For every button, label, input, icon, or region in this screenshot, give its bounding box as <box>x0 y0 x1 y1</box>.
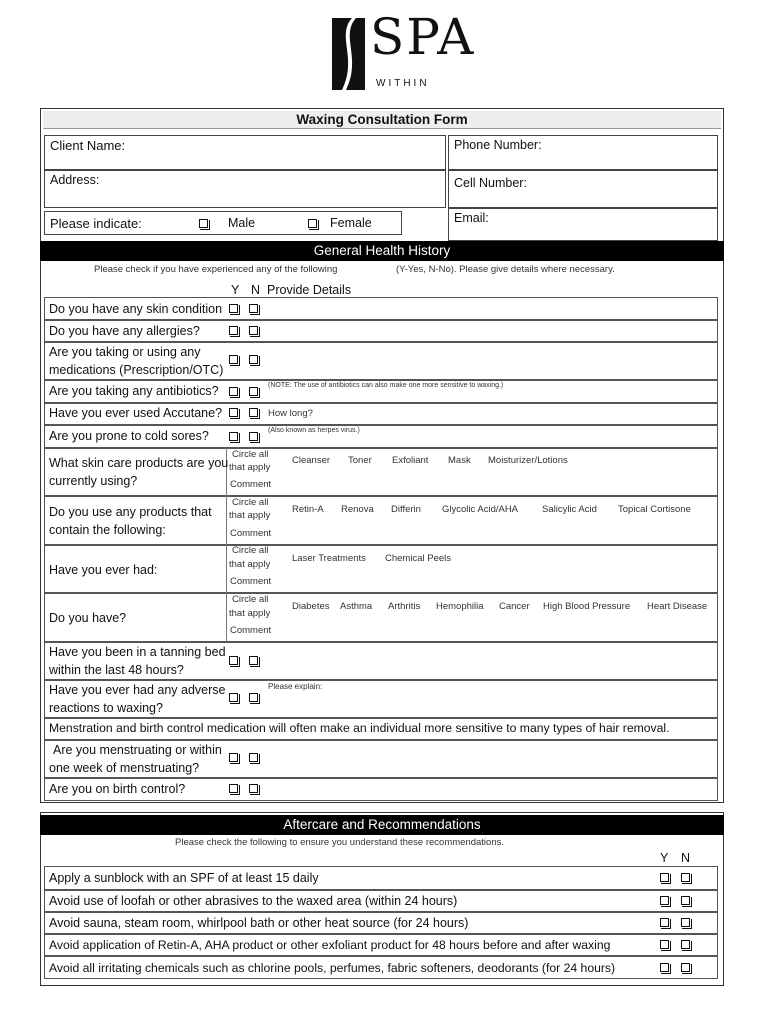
female-label: Female <box>330 216 372 230</box>
allergies-no-checkbox[interactable] <box>249 326 258 335</box>
question-products-line2: currently using? <box>49 474 138 488</box>
condition-option[interactable]: Diabetes <box>292 601 330 612</box>
aftercare-no-checkbox[interactable] <box>681 963 690 972</box>
male-label: Male <box>228 216 256 230</box>
aftercare-yes-checkbox[interactable] <box>660 963 669 972</box>
aftercare-no-checkbox[interactable] <box>681 940 690 949</box>
accutane-how-long: How long? <box>268 408 313 419</box>
aftercare-item: Avoid sauna, steam room, whirlpool bath or other heat source (for 24 hours) <box>49 916 469 930</box>
question-menstruating-line1: Are you menstruating or within <box>53 743 222 757</box>
accutane-no-checkbox[interactable] <box>249 408 258 417</box>
allergies-yes-checkbox[interactable] <box>229 326 238 335</box>
ingredient-option[interactable]: Topical Cortisone <box>618 504 691 515</box>
circle-all-label: Circle all <box>232 497 269 508</box>
question-adverse-line1: Have you ever had any adverse <box>49 683 226 697</box>
question-antibiotics: Are you taking any antibiotics? <box>49 384 219 398</box>
comment-label: Comment <box>230 576 272 587</box>
health-instruction: Please check if you have experienced any of the following <box>94 264 338 275</box>
product-option[interactable]: Cleanser <box>292 455 331 466</box>
aftercare-header: Aftercare and Recommendations <box>40 815 724 835</box>
medications-no-checkbox[interactable] <box>249 355 258 364</box>
aftercare-yes-checkbox[interactable] <box>660 896 669 905</box>
table-row <box>44 496 718 545</box>
cell-divider <box>226 496 227 545</box>
female-checkbox[interactable] <box>308 219 317 228</box>
question-menstruating-line2: one week of menstruating? <box>49 761 200 775</box>
cell-divider <box>226 545 227 593</box>
circle-all-label: that apply <box>229 559 271 570</box>
logo-brand: SPA <box>370 8 476 66</box>
skin-condition-no-checkbox[interactable] <box>249 304 258 313</box>
col-details-label: Provide Details <box>267 283 352 297</box>
aftercare-item: Avoid application of Retin-A, AHA product or other exfoliant product for 48 hours before and after waxing <box>49 938 611 952</box>
condition-option[interactable]: Heart Disease <box>647 601 708 612</box>
cell-label: Cell Number: <box>454 176 527 190</box>
condition-option[interactable]: Cancer <box>499 601 530 612</box>
ingredient-option[interactable]: Retin-A <box>292 504 324 515</box>
circle-all-label: Circle all <box>232 545 269 556</box>
skin-condition-yes-checkbox[interactable] <box>229 304 238 313</box>
question-cold-sores: Are you prone to cold sores? <box>49 429 209 443</box>
menstruation-notice: Menstration and birth control medication will often make an individual more sensitive to many types of hair removal. <box>49 721 670 735</box>
question-tanning-line1: Have you been in a tanning bed <box>49 645 226 659</box>
question-ever-had: Have you ever had: <box>49 563 158 577</box>
condition-option[interactable]: High Blood Pressure <box>543 601 631 612</box>
tanning-no-checkbox[interactable] <box>249 656 258 665</box>
medications-yes-checkbox[interactable] <box>229 355 238 364</box>
circle-all-label: that apply <box>229 510 271 521</box>
cold-sores-no-checkbox[interactable] <box>249 432 258 441</box>
aftercare-col-y: Y <box>660 851 669 865</box>
ingredient-option[interactable]: Renova <box>341 504 374 515</box>
phone-number-field[interactable] <box>448 135 718 170</box>
form-title: Waxing Consultation Form <box>43 111 721 129</box>
accutane-yes-checkbox[interactable] <box>229 408 238 417</box>
phone-label: Phone Number: <box>454 138 542 152</box>
cold-sores-note: (Also known as herpes virus.) <box>268 427 360 434</box>
cell-divider <box>226 593 227 642</box>
aftercare-item: Avoid all irritating chemicals such as chlorine pools, perfumes, fabric softeners, deodorants (for 24 hours) <box>49 961 616 975</box>
condition-option[interactable]: Hemophilia <box>436 601 484 612</box>
male-checkbox[interactable] <box>199 219 208 228</box>
health-history-header: General Health History <box>40 241 724 261</box>
birth-control-yes-checkbox[interactable] <box>229 784 238 793</box>
question-accutane: Have you ever used Accutane? <box>49 406 223 420</box>
product-option[interactable]: Toner <box>348 455 372 466</box>
comment-label: Comment <box>230 479 272 490</box>
aftercare-no-checkbox[interactable] <box>681 896 690 905</box>
health-instruction-yn: (Y-Yes, N-No). Please give details where necessary. <box>396 264 615 275</box>
email-field[interactable] <box>448 208 718 241</box>
aftercare-item: Apply a sunblock with an SPF of at least 15 daily <box>49 871 319 885</box>
client-name-field[interactable] <box>44 135 446 170</box>
comment-label: Comment <box>230 528 272 539</box>
aftercare-instruction: Please check the following to ensure you understand these recommendations. <box>175 837 505 848</box>
circle-all-label: that apply <box>229 608 271 619</box>
antibiotics-no-checkbox[interactable] <box>249 387 258 396</box>
condition-option[interactable]: Arthritis <box>388 601 421 612</box>
question-do-you-have: Do you have? <box>49 611 127 625</box>
spa-logo-mark-icon <box>332 18 365 90</box>
aftercare-yes-checkbox[interactable] <box>660 918 669 927</box>
ingredient-option[interactable]: Salicylic Acid <box>542 504 597 515</box>
menstruating-yes-checkbox[interactable] <box>229 753 238 762</box>
cold-sores-yes-checkbox[interactable] <box>229 432 238 441</box>
aftercare-yes-checkbox[interactable] <box>660 940 669 949</box>
menstruating-no-checkbox[interactable] <box>249 753 258 762</box>
question-skin-condition: Do you have any skin condition <box>49 302 223 316</box>
aftercare-no-checkbox[interactable] <box>681 873 690 882</box>
product-option[interactable]: Moisturizer/Lotions <box>488 455 568 466</box>
col-y-label: Y <box>231 283 240 297</box>
question-tanning-line2: within the last 48 hours? <box>49 663 184 677</box>
adverse-yes-checkbox[interactable] <box>229 693 238 702</box>
aftercare-yes-checkbox[interactable] <box>660 873 669 882</box>
indicate-label: Please indicate: <box>50 216 142 231</box>
question-medications-line1: Are you taking or using any <box>49 345 201 359</box>
birth-control-no-checkbox[interactable] <box>249 784 258 793</box>
question-medications-line2: medications (Prescription/OTC) <box>49 363 224 377</box>
client-name-label: Client Name: <box>50 138 126 153</box>
adverse-explain-label: Please explain: <box>268 682 323 691</box>
condition-option[interactable]: Asthma <box>340 601 373 612</box>
email-label: Email: <box>454 211 489 225</box>
antibiotics-yes-checkbox[interactable] <box>229 387 238 396</box>
aftercare-no-checkbox[interactable] <box>681 918 690 927</box>
treatment-option[interactable]: Laser Treatments <box>292 553 366 564</box>
product-option[interactable]: Mask <box>448 455 471 466</box>
question-contain-line1: Do you use any products that <box>49 505 212 519</box>
address-field[interactable] <box>44 170 446 208</box>
logo-subtitle: WITHIN <box>376 78 430 89</box>
adverse-no-checkbox[interactable] <box>249 693 258 702</box>
ingredient-option[interactable]: Differin <box>391 504 421 515</box>
circle-all-label: Circle all <box>232 449 269 460</box>
treatment-option[interactable]: Chemical Peels <box>385 553 451 564</box>
antibiotics-note: (NOTE: The use of antibiotics can also make one more sensitive to waxing.) <box>268 382 504 389</box>
question-contain-line2: contain the following: <box>49 523 166 537</box>
product-option[interactable]: Exfoliant <box>392 455 429 466</box>
circle-all-label: that apply <box>229 462 271 473</box>
col-n-label: N <box>251 283 261 297</box>
aftercare-col-n: N <box>681 851 691 865</box>
circle-all-label: Circle all <box>232 594 269 605</box>
question-birth-control: Are you on birth control? <box>49 782 186 796</box>
question-adverse-line2: reactions to waxing? <box>49 701 163 715</box>
comment-label: Comment <box>230 625 272 636</box>
question-allergies: Do you have any allergies? <box>49 324 200 338</box>
aftercare-item: Avoid use of loofah or other abrasives to the waxed area (within 24 hours) <box>49 894 458 908</box>
address-label: Address: <box>50 173 100 187</box>
tanning-yes-checkbox[interactable] <box>229 656 238 665</box>
question-products-line1: What skin care products are you <box>49 456 229 470</box>
cell-number-field[interactable] <box>448 170 718 208</box>
ingredient-option[interactable]: Glycolic Acid/AHA <box>442 504 519 515</box>
